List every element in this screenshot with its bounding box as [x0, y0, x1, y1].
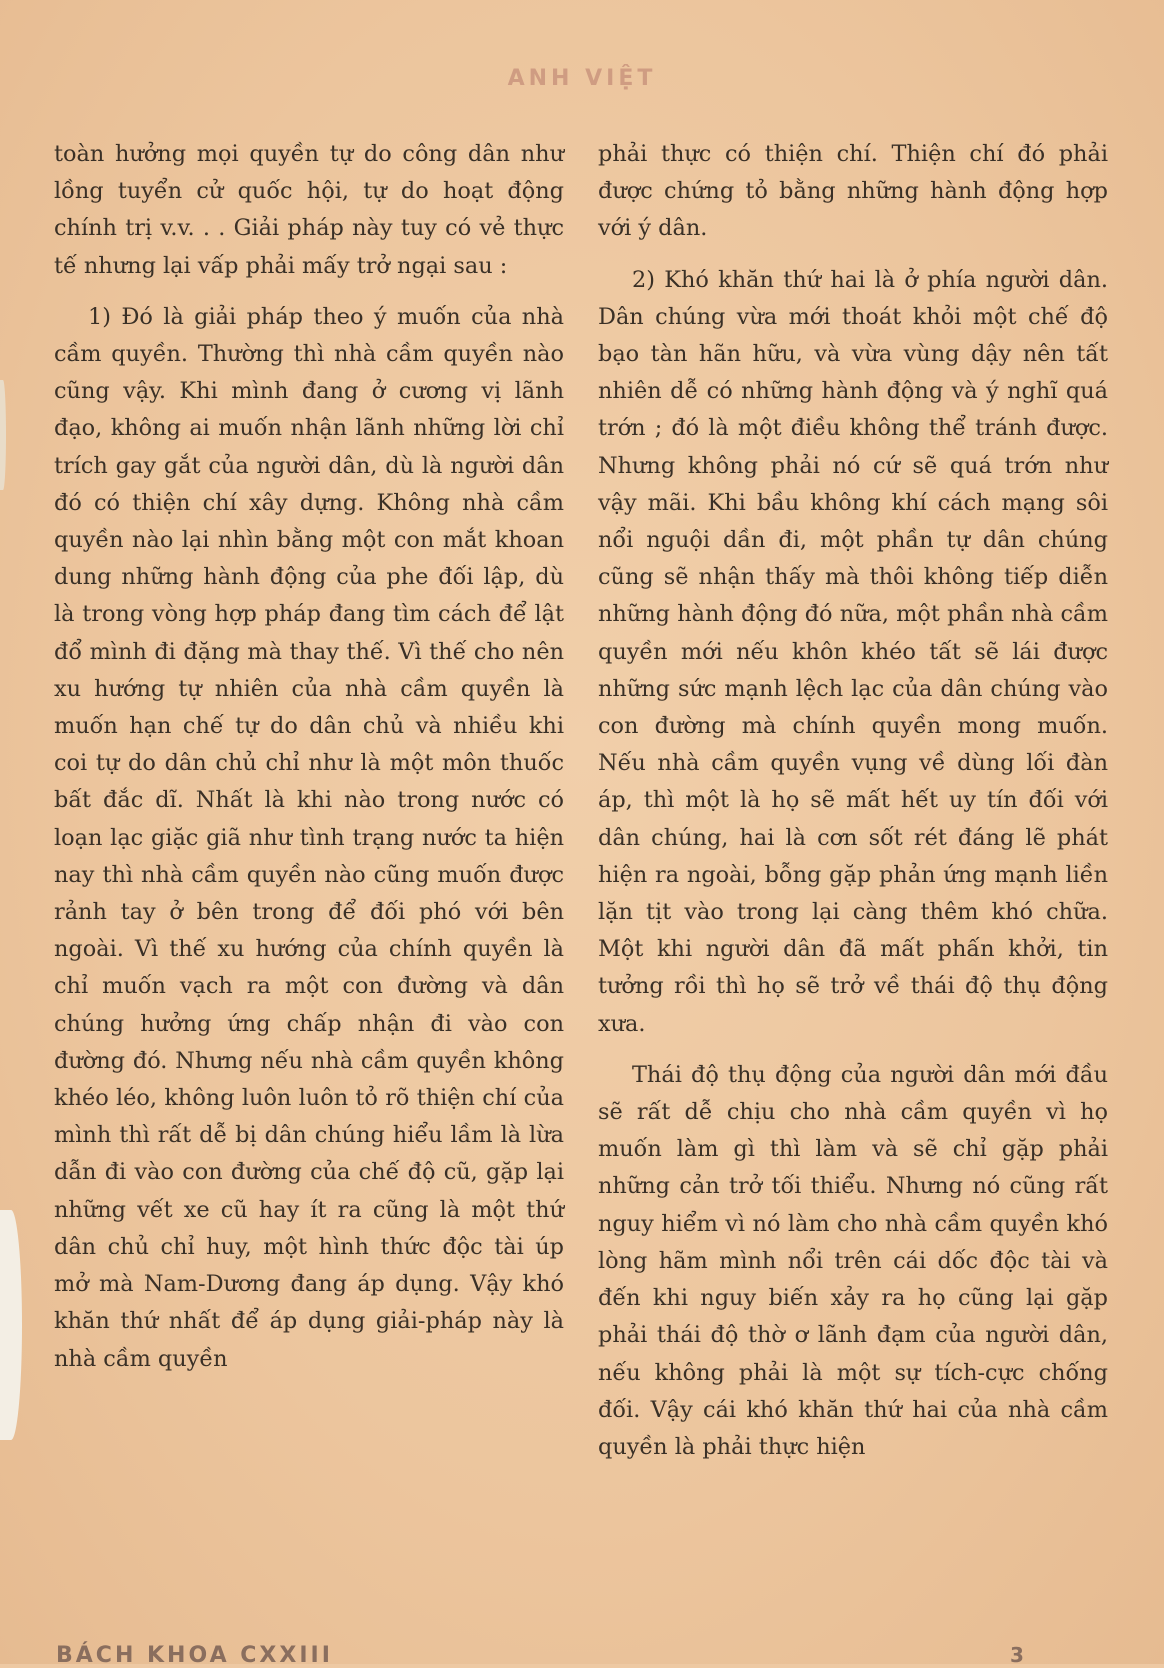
- paragraph: 1) Đó là giải pháp theo ý muốn của nhà cầm quyền. Thường thì nhà cầm quyền nào cũng vậy. Khi mình đang ở cương vị lãnh đạo, không ai muốn nhận lãnh những lời chỉ trích gay gắt của người dân, dù là người dân đó có thiện chí xây dựng. Không nhà cầm quyền nào lại nhìn bằng một con mắt khoan dung những hành động của phe đối lập, dù là trong vòng hợp pháp đang tìm cách để lật đổ mình đi đặng mà thay thế. Vì thế cho nên xu hướng tự nhiên của nhà cầm quyền là muốn hạn chế tự do dân chủ và nhiều khi coi tự do dân chủ chỉ như là một môn thuốc bất đắc dĩ. Nhất là khi nào trong nước có loạn lạc giặc giã như tình trạng nước ta hiện nay thì nhà cầm quyền nào cũng muốn được rảnh tay ở bên trong để đối phó với bên ngoài. Vì thế xu hướng của chính quyền là chỉ muốn vạch ra một con đường và dân chúng hưởng ứng chấp nhận đi vào con đường đó. Nhưng nếu nhà cầm quyền không khéo léo, không luôn luôn tỏ rõ thiện chí của mình thì rất dễ bị dân chúng hiểu lầm là lừa dẫn đi vào con đường của chế độ cũ, gặp lại những vết xe cũ hay ít ra cũng là một thứ dân chủ chỉ huy, một hình thức độc tài úp mở mà Nam-Dương đang áp dụng. Vậy khó khăn thứ nhất để áp dụng giải-pháp này là nhà cầm quyền: [54, 303, 564, 1372]
- paragraph: toàn hưởng mọi quyền tự do công dân như lồng tuyển cử quốc hội, tự do hoạt động chính trị v.v. . . Giải pháp này tuy có vẻ thực tế nhưng lại vấp phải mấy trở ngại sau :: [54, 141, 564, 279]
- paragraph: Thái độ thụ động của người dân mới đầu sẽ rất dễ chịu cho nhà cầm quyền vì họ muốn làm gì thì làm và sẽ chỉ gặp phải những cản trở tối thiểu. Nhưng nó cũng rất nguy hiểm vì nó làm cho nhà cầm quyền khó lòng hãm mình nổi trên cái dốc độc tài và đến khi nguy biến xảy ra họ cũng lại gặp phải thái độ thờ ơ lãnh đạm của người dân, nếu không phải là một sự tích-cực chống đối. Vậy cái khó khăn thứ hai của nhà cầm quyền là phải thực hiện: [598, 1061, 1108, 1460]
- paragraph: phải thực có thiện chí. Thiện chí đó phải được chứng tỏ bằng những hành động hợp với ý dân.: [598, 141, 1108, 242]
- page-number: 3: [1010, 1643, 1024, 1667]
- left-column: [54, 136, 564, 1392]
- paragraph: 2) Khó khăn thứ hai là ở phía người dân. Dân chúng vừa mới thoát khỏi một chế độ bạo tàn hãn hữu, và vừa vùng dậy nên tất nhiên dễ có những hành động và ý nghĩ quá trớn ; đó là một điều không thể tránh được. Nhưng không phải nó cứ sẽ quá trớn như vậy mãi. Khi bầu không khí cách mạng sôi nổi nguội dần đi, một phần tự dân chúng cũng sẽ nhận thấy mà thôi không tiếp diễn những hành động đó nữa, một phần nhà cầm quyền mới nếu khôn khéo tất sẽ lái được những sức mạnh lệch lạc của dân chúng vào con đường mà chính quyền mong muốn. Nếu nhà cầm quyền vụng về dùng lối đàn áp, thì một là họ sẽ mất hết uy tín đối với dân chúng, hai là cơn sốt rét đáng lẽ phát hiện ra ngoài, bỗng gặp phản ứng mạnh liền lặn tịt vào trong lại càng thêm khó chữa. Một khi người dân đã mất phấn khởi, tin tưởng rồi thì họ sẽ trở về thái độ thụ động xưa.: [598, 266, 1108, 1037]
- right-column: [598, 136, 1108, 1480]
- running-header: ANH VIỆT: [507, 66, 657, 91]
- torn-edge: [0, 1210, 22, 1440]
- torn-edge: [0, 380, 6, 490]
- magazine-footer: BÁCH KHOA CXXIII: [56, 1643, 333, 1668]
